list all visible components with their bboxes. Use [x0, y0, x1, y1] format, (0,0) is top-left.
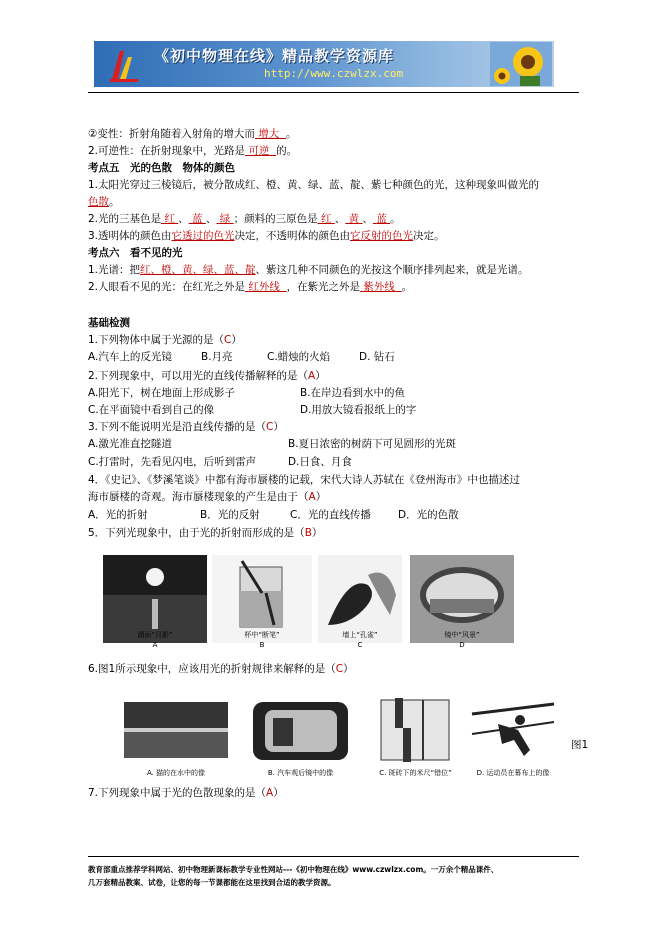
dispersion-line-1: 1.太阳光穿过三棱镜后，被分散成红、橙、黄、绿、蓝、靛、紫七种颜色的光，这种现象叫做光的 [88, 179, 540, 191]
dispersion-line-3: 3.透明体的颜色由它透过的色光决定，不透明体的颜色由它反射的色光决定。 [88, 230, 445, 242]
q6-caption: A. 猫的在水中的像 [146, 769, 206, 777]
q3-option: A.激光准直挖隧道 [88, 438, 172, 450]
q3-option: C.打雷时，先看见闪电，后听到雷声 [88, 456, 257, 468]
ruler-brick-image [367, 694, 464, 778]
athlete-shadow-image [468, 694, 558, 778]
answer-blank: 可逆 [248, 145, 270, 157]
header-rule [88, 92, 579, 93]
spectrum-line-2: 2.人眼看不见的光：在红光之外是 红外线 ，在紫光之外是 紫外线 。 [88, 281, 413, 293]
q2-option: C.在平面镜中看到自己的像 [88, 404, 215, 416]
q1-option: D. 钻石 [359, 351, 395, 363]
q6-caption: D. 运动员在幕布上的像 [476, 769, 550, 777]
q5-letter: C [357, 641, 363, 649]
question-6: 6.图1所示现象中，应该用光的折射规律来解释的是（C） [88, 663, 354, 675]
q6-caption: C. 斑砖下的米尺“错位” [379, 769, 452, 777]
answer-blank: 增大 [258, 128, 280, 140]
q4-option: D．光的色散 [398, 509, 459, 521]
q3-option: B.夏日浓密的树荫下可见圆形的光斑 [288, 438, 457, 450]
dispersion-line-2: 2.光的三基色是 红 、 蓝 、 绿 ；颜料的三原色是 红 、 黄 、 蓝 。 [88, 213, 401, 225]
question-4-line-1: 4．《史记》、《梦溪笔谈》中都有海市蜃楼的记载，宋代大诗人苏轼在《登州海市》中也描述过 [88, 474, 520, 486]
section-heading: 考点五 光的色散 物体的颜色 [88, 162, 235, 174]
refraction-line-1: ②变性：折射角随着入射角的增大而 增大 。 [88, 128, 297, 140]
question-2: 2.下列现象中，可以用光的直线传播解释的是（A） [88, 370, 326, 382]
q6-caption: B. 汽车观后镜中的像 [267, 769, 334, 777]
question-7: 7.下列现象中属于光的色散现象的是（A） [88, 787, 284, 799]
footer-rule [88, 856, 579, 857]
q4-option: A．光的折射 [88, 509, 148, 521]
footer-line-1: 教育部重点推荐学科网站、初中物理新课标教学专业性网站---《初中物理在线》www.czwlzx.com。一万余个精品课件、 [88, 865, 499, 874]
question-5: 5．下列光现象中，由于光的折射而形成的是（B） [88, 527, 323, 539]
question-4-line-2: 海市蜃楼的奇观。海市蜃楼现象的产生是由于（A） [88, 491, 327, 503]
section-heading: 基础检测 [88, 317, 130, 329]
q2-option: A.阳光下，树在地面上形成影子 [88, 387, 235, 399]
banner-url: http://www.czwlzx.com [264, 67, 404, 80]
q1-option: C.蜡烛的火焰 [267, 351, 331, 363]
q4-option: B．光的反射 [200, 509, 260, 521]
figure-label: 图1 [571, 739, 589, 751]
banner-title: 《初中物理在线》精品教学资源库 [154, 47, 395, 65]
footer-line-2: 几万套精品教案、试卷，让您的每一节课都能在这里找到合适的教学资源。 [88, 878, 336, 887]
section-heading: 考点六 看不见的光 [88, 247, 183, 259]
question-3: 3.下列不能说明光是沿直线传播的是（C） [88, 421, 284, 433]
spectrum-line-1: 1.光谱：把红、橙、黄、绿、蓝、靛、紫这几种不同颜色的光按这个顺序排列起来，就是光谱。 [88, 264, 529, 276]
q5-caption: 墙上“孔雀” [342, 631, 378, 639]
dispersion-line-1b: 色散。 [88, 196, 120, 208]
q4-option: C．光的直线传播 [290, 509, 371, 521]
question-1: 1.下列物体中属于光源的是（C） [88, 334, 242, 346]
q2-option: B.在岸边看到水中的鱼 [300, 387, 406, 399]
site-logo-icon [106, 45, 142, 83]
q1-option: A.汽车上的反光镜 [88, 351, 172, 363]
q1-option: B.月亮 [201, 351, 233, 363]
q5-letter: A [152, 641, 158, 649]
q5-caption: 杯中“断笔” [244, 631, 280, 639]
sunflower-icon [490, 42, 552, 86]
q5-letter: D [459, 641, 465, 649]
car-rearview-image [243, 694, 358, 778]
q2-option: D.用放大镜看报纸上的字 [300, 404, 417, 416]
refraction-line-2: 2.可逆性：在折射现象中，光路是 可逆 的。 [88, 145, 298, 157]
cat-reflection-image [120, 694, 232, 778]
q3-option: D.日食、月食 [288, 456, 352, 468]
header-banner [94, 41, 554, 87]
q5-caption: 湖面“月影” [137, 631, 173, 639]
q5-caption: 镜中“风景” [444, 631, 480, 639]
q5-letter: B [259, 641, 265, 649]
